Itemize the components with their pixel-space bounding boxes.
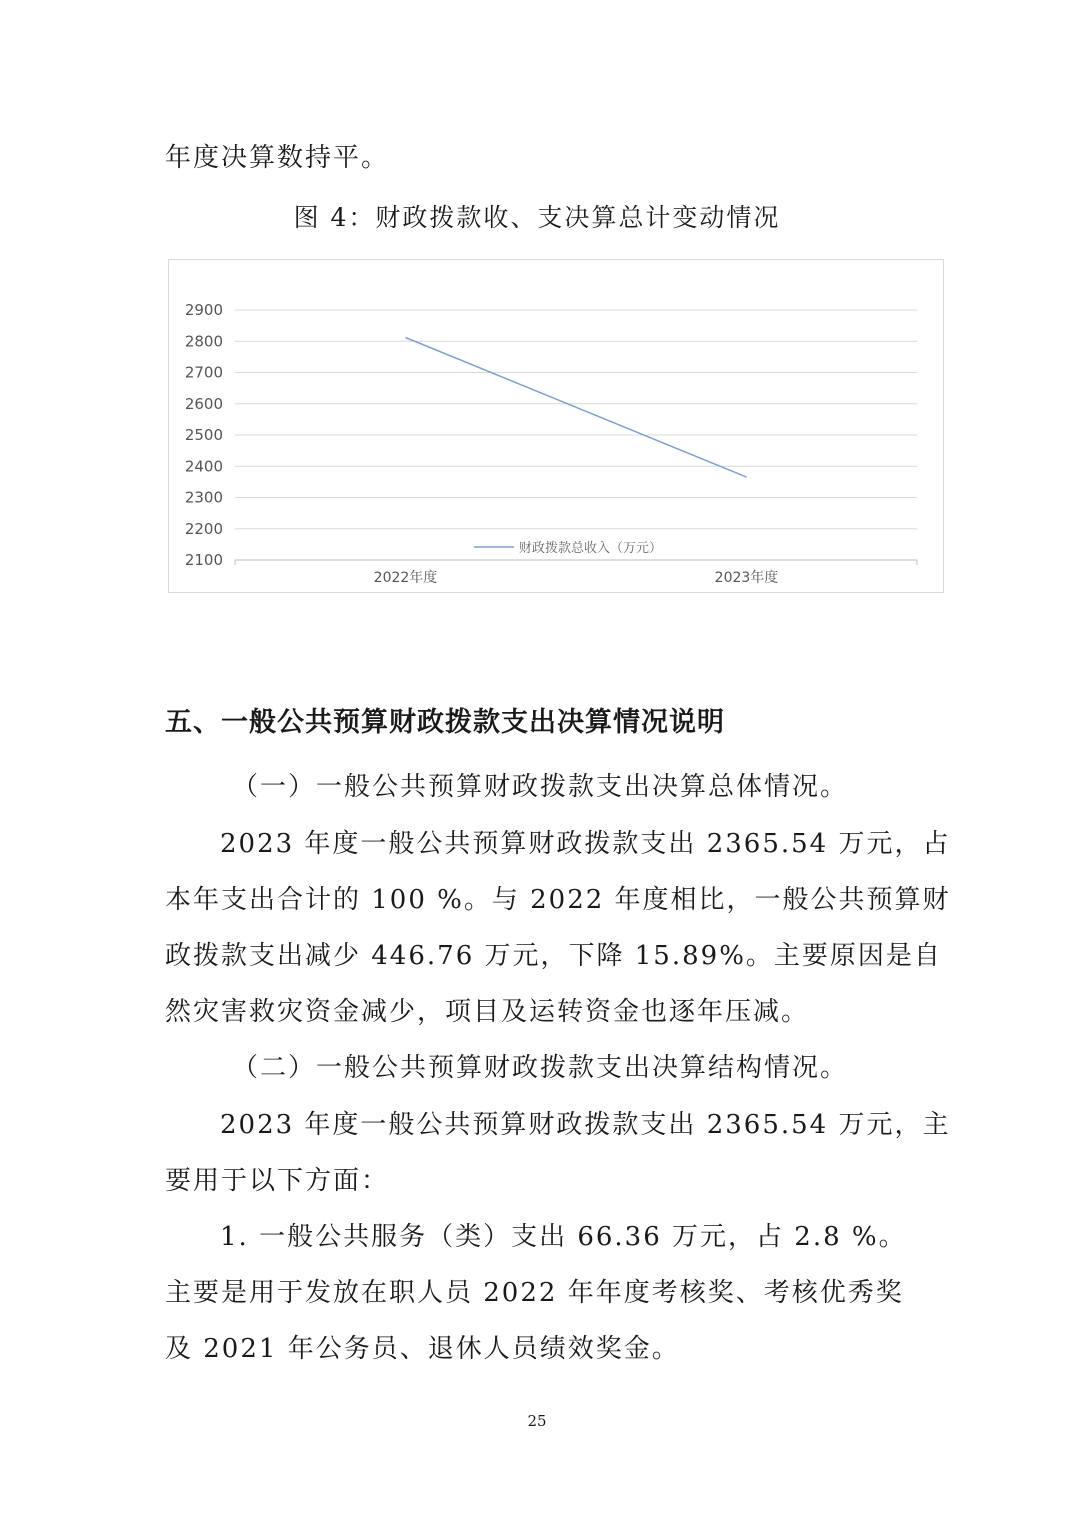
- top-line: 年度决算数持平。: [165, 143, 390, 173]
- y-tick-label: 2500: [184, 426, 223, 444]
- y-tick-label: 2200: [184, 519, 223, 538]
- x-tick-label: 2023年度: [714, 570, 779, 586]
- series-line: [406, 338, 747, 478]
- y-tick-label: 2600: [184, 394, 223, 413]
- legend-label: 财政拨款总收入（万元）: [519, 541, 663, 556]
- figure-caption: 图 4：财政拨款收、支决算总计变动情况: [293, 203, 781, 232]
- page-number: 25: [527, 1412, 547, 1430]
- x-tick-label: 2022年度: [373, 570, 438, 586]
- para1-line: 然灾害救灾资金减少，项目及运转资金也逐年压减。: [165, 997, 810, 1027]
- sub1-heading: （一）一般公共预算财政拨款支出决算总体情况。: [232, 772, 849, 802]
- section-heading: 五、一般公共预算财政拨款支出决算情况说明: [165, 707, 725, 738]
- y-tick-label: 2900: [184, 301, 223, 319]
- y-tick-label: 2700: [184, 363, 223, 382]
- y-tick-label: 2400: [184, 457, 223, 476]
- para1-line: 2023 年度一般公共预算财政拨款支出 2365.54 万元，占: [220, 829, 951, 859]
- y-tick-label: 2100: [184, 551, 223, 569]
- line-chart: [169, 260, 943, 592]
- para3-line: 及 2021 年公务员、退休人员绩效奖金。: [165, 1334, 680, 1364]
- para2-line: 2023 年度一般公共预算财政拨款支出 2365.54 万元，主: [220, 1110, 951, 1140]
- para3-line: 主要是用于发放在职人员 2022 年年度考核奖、考核优秀奖: [165, 1278, 904, 1308]
- chart-frame: [168, 259, 944, 593]
- y-tick-label: 2800: [184, 332, 223, 351]
- para3-line: 1. 一般公共服务（类）支出 66.36 万元，占 2.8 %。: [220, 1222, 907, 1252]
- sub2-heading: （二）一般公共预算财政拨款支出决算结构情况。: [232, 1053, 849, 1083]
- para1-line: 本年支出合计的 100 %。与 2022 年度相比，一般公共预算财: [165, 885, 951, 915]
- y-tick-label: 2300: [184, 488, 223, 507]
- para1-line: 政拨款支出减少 446.76 万元，下降 15.89%。主要原因是自: [165, 941, 942, 971]
- para2-line: 要用于以下方面：: [165, 1166, 390, 1196]
